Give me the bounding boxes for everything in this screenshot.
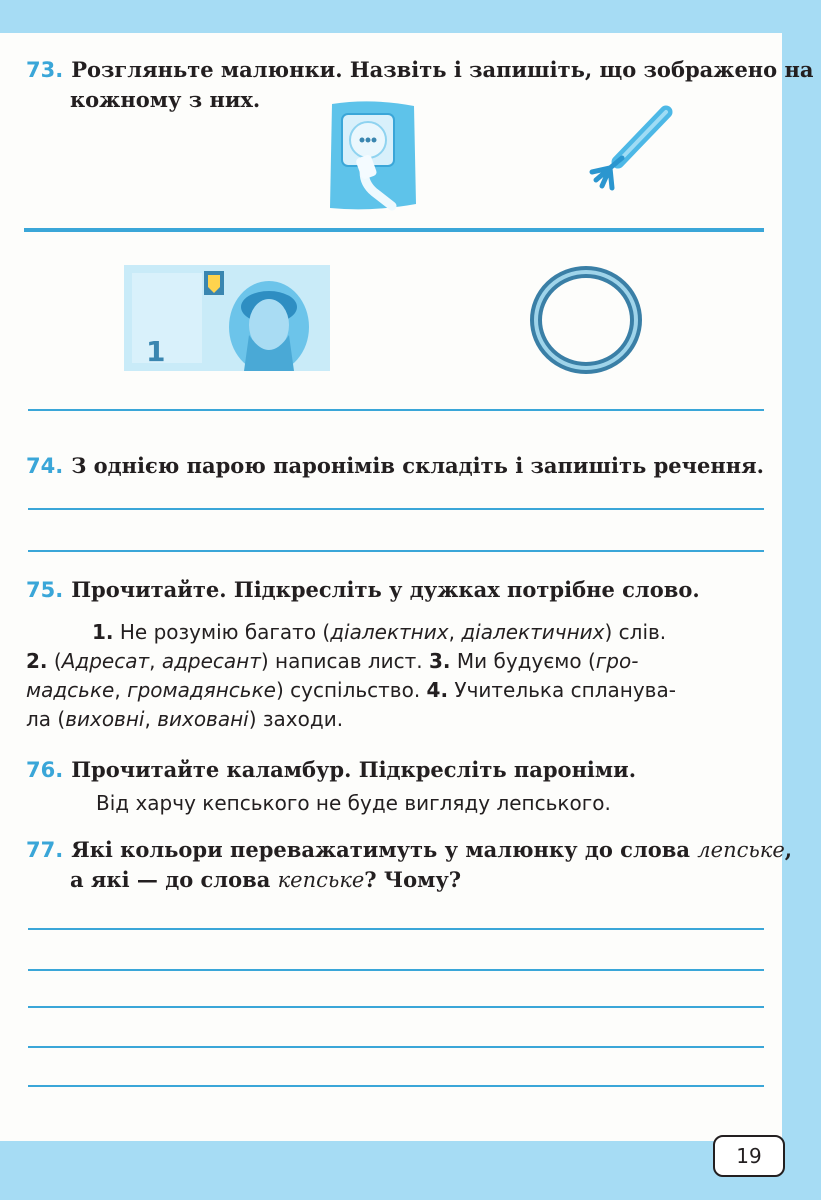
fork-icon xyxy=(588,100,688,192)
answer-line[interactable] xyxy=(28,1006,764,1008)
answer-line[interactable] xyxy=(28,409,764,411)
answer-line[interactable] xyxy=(28,1085,764,1087)
option-word[interactable]: виховані xyxy=(157,707,249,731)
option-word[interactable]: діалектичних xyxy=(461,620,605,644)
task-76-prompt: 76. Прочитайте каламбур. Підкресліть пароніми. xyxy=(26,757,637,782)
task-75-prompt: 75. Прочитайте. Підкресліть у дужках потрібне слово. xyxy=(26,577,700,602)
answer-line[interactable] xyxy=(28,1046,764,1048)
page-number: 19 xyxy=(713,1135,785,1177)
task-73-prompt: 73. Розгляньте малюнки. Назвіть і запишіть, що зображено на кожному з них. xyxy=(26,57,814,112)
answer-line[interactable] xyxy=(28,928,764,930)
option-word[interactable]: Адресат xyxy=(61,649,150,673)
answer-line[interactable] xyxy=(28,550,764,552)
ring-icon xyxy=(526,262,646,378)
banknote-icon xyxy=(124,265,330,371)
task-number: 74. xyxy=(26,454,64,478)
answer-line[interactable] xyxy=(28,969,764,971)
option-word[interactable]: гро- xyxy=(595,649,639,673)
task-number: 76. xyxy=(26,758,64,782)
option-word[interactable]: громадянське xyxy=(127,678,276,702)
task-number: 73. xyxy=(26,58,64,82)
option-word[interactable]: адресант xyxy=(161,649,261,673)
option-word[interactable]: діалектних xyxy=(330,620,449,644)
task-number: 77. xyxy=(26,838,64,862)
task-75-sentences: 1. Не розумію багато (діалектних, діалектичних) слів. 2. (Адресат, адресант) написав лист. 3. Ми будуємо (гро- мадське, громадянське) суспільство. 4. Учителька спланува- ла (виховні, виховані) заходи. xyxy=(26,620,676,731)
socket-icon xyxy=(326,100,418,212)
task-number: 75. xyxy=(26,578,64,602)
banknote-digit: 1 xyxy=(146,335,166,368)
task-77-prompt: 77. Які кольори переважатимуть у малюнку до слова лепське, а які — до слова кепське? Чому? xyxy=(26,837,793,892)
answer-line[interactable] xyxy=(24,228,764,232)
option-word[interactable]: виховні xyxy=(65,707,145,731)
answer-line[interactable] xyxy=(28,508,764,510)
task-74-prompt: 74. З однією парою паронімів складіть і запишіть речення. xyxy=(26,453,764,478)
option-word[interactable]: мадське xyxy=(26,678,115,702)
pun-text[interactable]: Від харчу кепського не буде вигляду лепського. xyxy=(96,791,611,815)
